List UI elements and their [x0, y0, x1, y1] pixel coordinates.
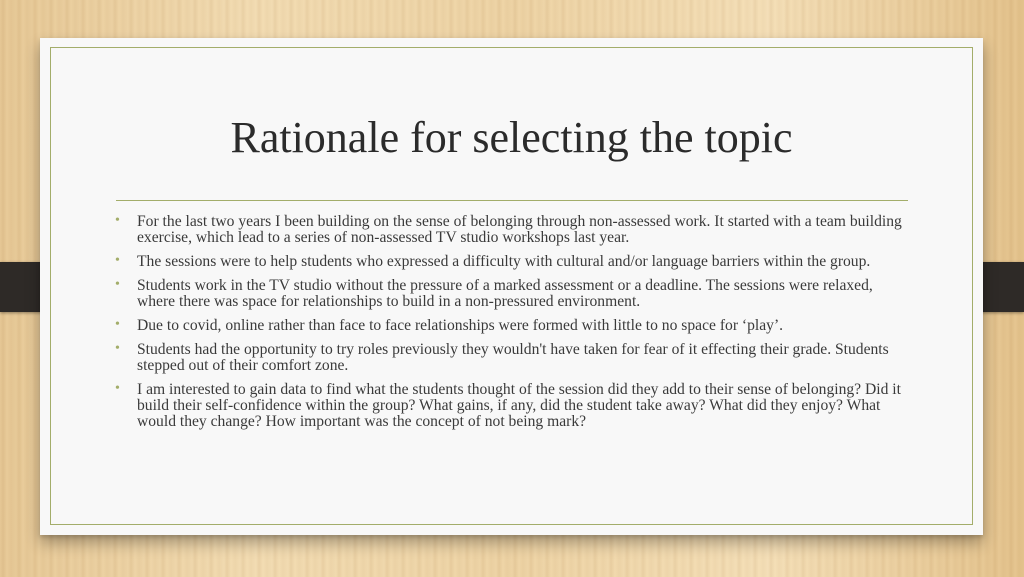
bullet-text: The sessions were to help students who expressed a difficulty with cultural and/or language barriers within the group.: [137, 253, 871, 270]
bullet-dot-icon: •: [115, 317, 120, 332]
bullet-text: For the last two years I been building on the sense of belonging through non-assessed work. It started with a team building exercise, which lead to a series of non-assessed TV studio workshops last year.: [137, 213, 902, 246]
title-divider: [116, 200, 908, 201]
slide: [40, 38, 983, 535]
bullet-item: [112, 318, 912, 334]
bullet-dot-icon: •: [115, 277, 120, 292]
bullet-item: [112, 214, 912, 246]
bullet-item: [112, 254, 912, 270]
bullet-dot-icon: •: [115, 381, 120, 396]
bullet-dot-icon: •: [115, 253, 120, 268]
bullet-text: Students had the opportunity to try roles previously they wouldn't have taken for fear of it effecting their grade. Students stepped out of their comfort zone.: [137, 341, 889, 374]
bullet-list: [112, 214, 912, 438]
bullet-dot-icon: •: [115, 341, 120, 356]
bullet-dot-icon: •: [115, 213, 120, 228]
bullet-item: [112, 382, 912, 430]
slide-title: Rationale for selecting the topic: [230, 113, 793, 162]
bullet-text: Due to covid, online rather than face to face relationships were formed with little to no space for ‘play’.: [137, 317, 784, 334]
bullet-text: I am interested to gain data to find what the students thought of the session did they add to their sense of belonging? Did it build their self-confidence within the group? What gains, if any, did the student take away? What did they enjoy? What would they change? How important was the concept of not being mark?: [137, 381, 901, 430]
bullet-item: [112, 342, 912, 374]
bullet-item: [112, 278, 912, 310]
bullet-text: Students work in the TV studio without the pressure of a marked assessment or a deadline. The sessions were relaxed, where there was space for relationships to build in a non-pressured environment.: [137, 277, 873, 310]
